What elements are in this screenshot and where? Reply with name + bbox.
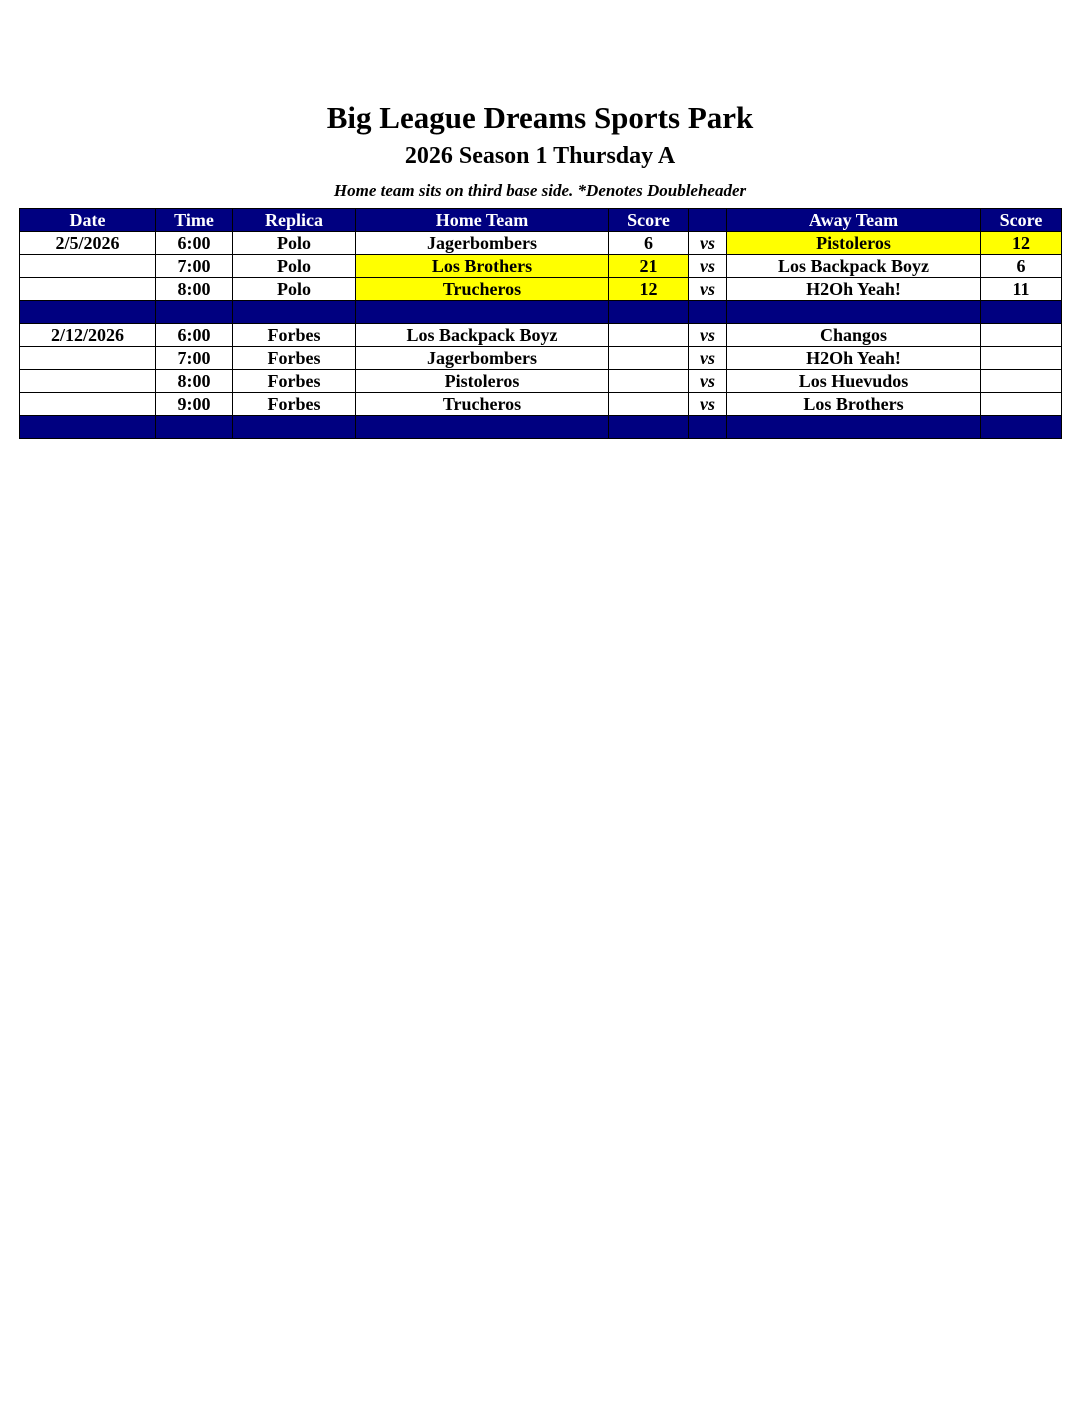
week-separator-row: [20, 301, 1062, 324]
away-score: [981, 370, 1062, 393]
col-away-team: Away Team: [727, 209, 981, 232]
separator-cell: [689, 301, 727, 324]
game-time: 8:00: [156, 278, 233, 301]
game-date: 2/12/2026: [20, 324, 156, 347]
game-replica: Polo: [233, 232, 356, 255]
col-time: Time: [156, 209, 233, 232]
home-score: [609, 324, 689, 347]
game-time: 7:00: [156, 255, 233, 278]
away-score: 6: [981, 255, 1062, 278]
separator-cell: [156, 301, 233, 324]
game-time: 9:00: [156, 393, 233, 416]
separator-cell: [981, 301, 1062, 324]
schedule-table: [19, 208, 1062, 439]
game-date: [20, 347, 156, 370]
schedule-body: [20, 232, 1062, 439]
separator-cell: [20, 301, 156, 324]
separator-cell: [356, 416, 609, 439]
vs-label: vs: [689, 278, 727, 301]
home-score: [609, 347, 689, 370]
away-score: 12: [981, 232, 1062, 255]
separator-cell: [233, 416, 356, 439]
week-separator-row: [20, 416, 1062, 439]
vs-label: vs: [689, 324, 727, 347]
vs-label: vs: [689, 370, 727, 393]
table-row: [20, 347, 1062, 370]
separator-cell: [20, 416, 156, 439]
home-team: Los Backpack Boyz: [356, 324, 609, 347]
away-team: Pistoleros: [727, 232, 981, 255]
separator-cell: [981, 416, 1062, 439]
game-replica: Polo: [233, 255, 356, 278]
game-replica: Forbes: [233, 324, 356, 347]
vs-label: vs: [689, 232, 727, 255]
table-row: [20, 232, 1062, 255]
away-team: Los Backpack Boyz: [727, 255, 981, 278]
home-team: Jagerbombers: [356, 347, 609, 370]
col-away-score: Score: [981, 209, 1062, 232]
away-team: Los Huevudos: [727, 370, 981, 393]
page-title: Big League Dreams Sports Park: [326, 100, 754, 135]
home-score: 6: [609, 232, 689, 255]
table-row: [20, 278, 1062, 301]
separator-cell: [689, 416, 727, 439]
away-team: H2Oh Yeah!: [727, 347, 981, 370]
away-score: [981, 324, 1062, 347]
game-replica: Forbes: [233, 347, 356, 370]
game-time: 6:00: [156, 232, 233, 255]
home-team: Trucheros: [356, 393, 609, 416]
separator-cell: [609, 301, 689, 324]
col-home-team: Home Team: [356, 209, 609, 232]
game-date: [20, 255, 156, 278]
game-date: [20, 370, 156, 393]
separator-cell: [727, 416, 981, 439]
separator-cell: [609, 416, 689, 439]
home-team: Pistoleros: [356, 370, 609, 393]
separator-cell: [727, 301, 981, 324]
away-team: Changos: [727, 324, 981, 347]
game-replica: Forbes: [233, 370, 356, 393]
col-replica: Replica: [233, 209, 356, 232]
separator-cell: [356, 301, 609, 324]
vs-label: vs: [689, 393, 727, 416]
table-row: [20, 370, 1062, 393]
vs-label: vs: [689, 347, 727, 370]
col-home-score: Score: [609, 209, 689, 232]
col-date: Date: [20, 209, 156, 232]
game-date: [20, 278, 156, 301]
table-row: [20, 393, 1062, 416]
separator-cell: [233, 301, 356, 324]
game-replica: Polo: [233, 278, 356, 301]
home-score: 21: [609, 255, 689, 278]
home-team: Los Brothers: [356, 255, 609, 278]
page-subtitle: 2026 Season 1 Thursday A: [404, 143, 676, 169]
away-score: [981, 347, 1062, 370]
game-time: 6:00: [156, 324, 233, 347]
home-team: Trucheros: [356, 278, 609, 301]
vs-label: vs: [689, 255, 727, 278]
home-score: 12: [609, 278, 689, 301]
separator-cell: [156, 416, 233, 439]
away-team: Los Brothers: [727, 393, 981, 416]
away-score: 11: [981, 278, 1062, 301]
table-row: [20, 255, 1062, 278]
home-score: [609, 393, 689, 416]
home-team: Jagerbombers: [356, 232, 609, 255]
game-date: 2/5/2026: [20, 232, 156, 255]
game-time: 8:00: [156, 370, 233, 393]
col-vs: [689, 209, 727, 232]
away-team: H2Oh Yeah!: [727, 278, 981, 301]
home-score: [609, 370, 689, 393]
away-score: [981, 393, 1062, 416]
header-row: [20, 209, 1062, 232]
table-row: [20, 324, 1062, 347]
game-time: 7:00: [156, 347, 233, 370]
game-replica: Forbes: [233, 393, 356, 416]
schedule-note: Home team sits on third base side. *Denotes Doubleheader: [333, 181, 747, 200]
game-date: [20, 393, 156, 416]
